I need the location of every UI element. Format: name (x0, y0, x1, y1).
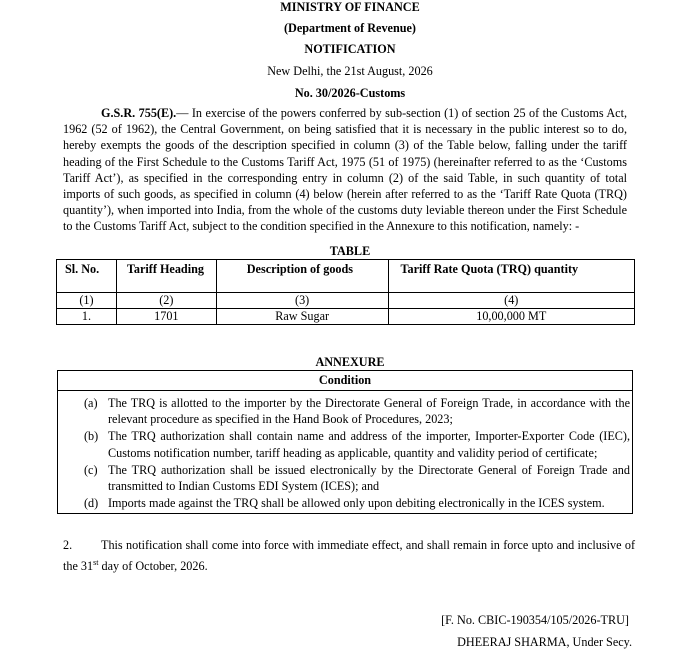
cell-description: Raw Sugar (216, 309, 388, 325)
signatory: DHEERAJ SHARMA, Under Secy. (457, 635, 632, 649)
goods-table (56, 259, 635, 325)
intro-paragraph (63, 105, 627, 235)
department-title: (Department of Revenue) (284, 21, 416, 35)
para2-number: 2. (63, 538, 73, 552)
intro-text: — In exercise of the powers conferred by sub-section (1) of section 25 of the Customs Act, 1962 (52 of 1962), the Central Government, on being satisfied that it is necessary in the public interest so to do, hereby exempts the goods of the description specified in column (3) of the Table below, falling under the tariff heading of the First Schedule to the Customs Tariff Act, 1975 (51 of 1975) (hereinafter referred to as the ‘Customs Tariff Act’), as specified in the corresponding entry in column (2) of the said Table, in such quantity of total imports of such goods, as specified in column (4) below (herein after referred to as the ‘Tariff Rate Quota (TRQ) quantity’), when imported into India, from the whole of the customs duty leviable thereon under the First Schedule to the Customs Tariff Act, subject to the condition specified in the Annexure to this notification, namely: - (63, 106, 628, 234)
table-caption: TABLE (329, 244, 371, 258)
col-number-2: (2) (116, 293, 216, 309)
annexure-divider (58, 390, 632, 391)
table-row (57, 309, 635, 325)
header-tariff-heading: Tariff Heading (116, 260, 216, 293)
condition-list (84, 395, 630, 512)
header-sl-no: Sl. No. (57, 260, 117, 293)
table-column-number-row (57, 293, 635, 309)
cell-tariff-heading: 1701 (116, 309, 216, 325)
cell-sl-no: 1. (57, 309, 117, 325)
annexure-title: ANNEXURE (315, 355, 385, 369)
annexure-subtitle: Condition (318, 373, 372, 387)
table-header-row (57, 260, 635, 293)
paragraph-2: 2. This notification shall come into force with immediate effect, and shall remain in force upto and inclusive of the 31st day of October, 2026. (63, 535, 635, 577)
ministry-title: MINISTRY OF FINANCE (280, 0, 420, 14)
col-number-3: (3) (216, 293, 388, 309)
col-number-1: (1) (57, 293, 117, 309)
place-date: New Delhi, the 21st August, 2026 (267, 64, 433, 78)
list-item: (c) The TRQ authorization shall be issued electronically by the Directorate General of Foreign Trade and transmitted to Indian Customs EDI System (ICES); and (84, 462, 630, 494)
notification-title: NOTIFICATION (304, 42, 396, 56)
file-number: [F. No. CBIC-190354/105/2026-TRU] (441, 613, 629, 627)
notification-number: No. 30/2026-Customs (294, 86, 406, 100)
gsr-number: G.S.R. 755(E). (101, 106, 177, 120)
header-trq-quantity: Tariff Rate Quota (TRQ) quantity (388, 260, 634, 293)
header-description: Description of goods (216, 260, 388, 293)
list-item: (d) Imports made against the TRQ shall be allowed only upon debiting electronically in the ICES system. (84, 496, 605, 511)
list-item: (b) The TRQ authorization shall contain name and address of the importer, Importer-Exporter Code (IEC), Customs notification number, tariff heading as applicable, quantity and validity period of certificate; (84, 429, 630, 460)
cell-trq-quantity: 10,00,000 MT (388, 309, 634, 325)
col-number-4: (4) (388, 293, 634, 309)
list-item: (a) The TRQ is allotted to the importer by the Directorate General of Foreign Trade, in accordance with the relevant procedure as specified in the Hand Book of Procedures, 2023; (84, 396, 630, 427)
